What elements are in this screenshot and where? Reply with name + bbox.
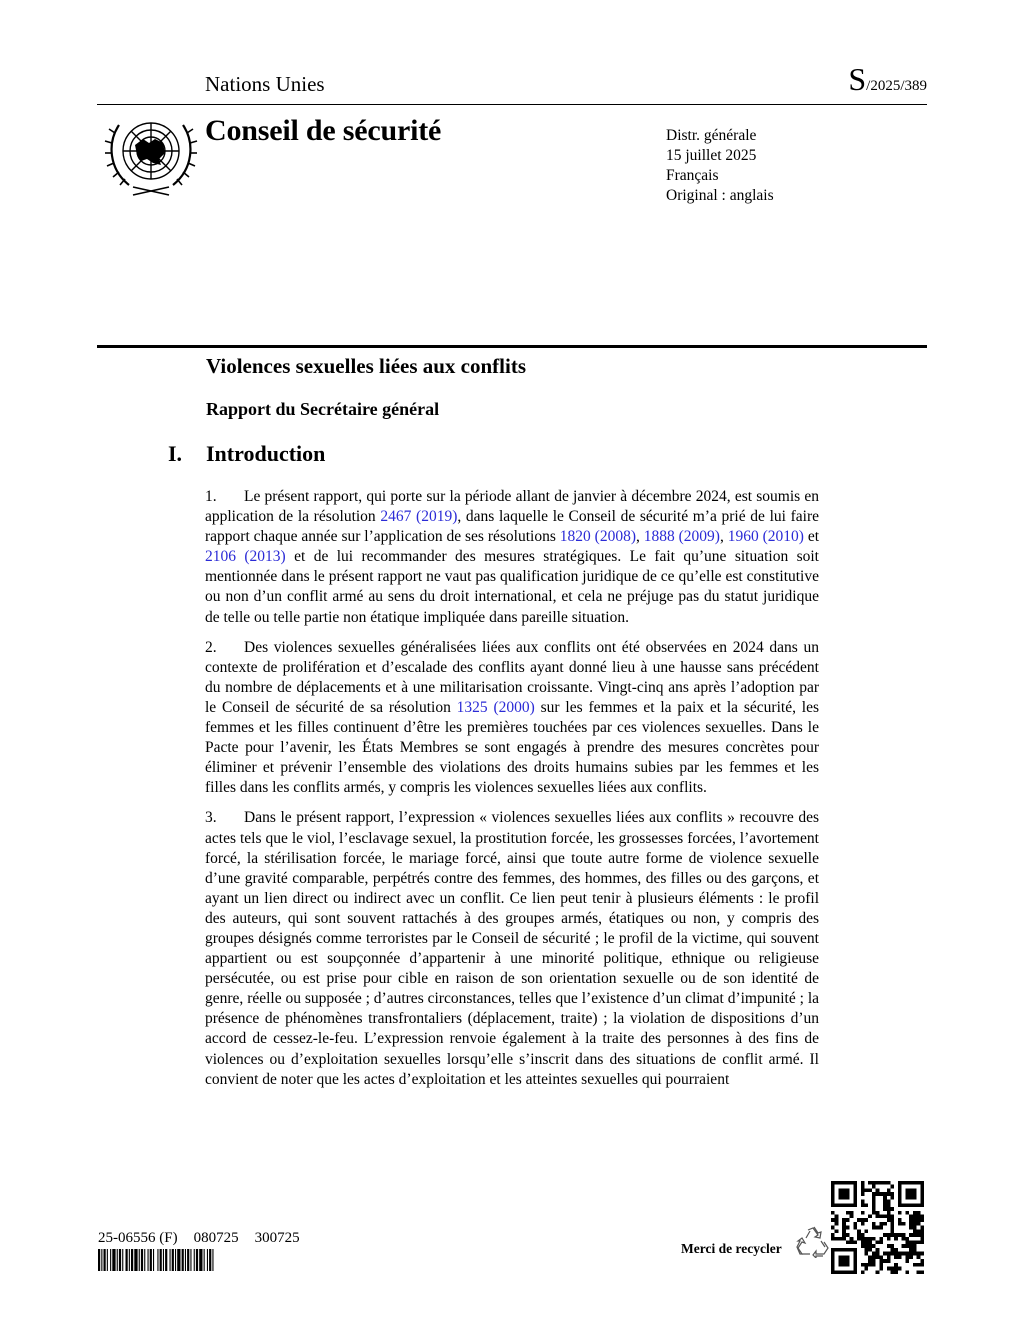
- paragraph-3: [205, 808, 819, 1089]
- resolution-link[interactable]: 1960 (2010): [727, 528, 804, 546]
- paragraph-text: ,: [635, 528, 644, 546]
- paragraph-2: [205, 638, 819, 799]
- recycle-label: Merci de recycler: [681, 1241, 782, 1256]
- title-rule: [97, 345, 927, 348]
- paragraph-text: sur les femmes et la paix et la sécurité, les femmes et les filles continuent d’être les premières touchées par ces violences sexuelles. Dans le Pacte pour l’avenir, les États Membres se sont engagés à prendre des mesures concrètes pour éliminer et prévenir l’ensemble des violations des droits humains subies par les femmes et les filles dans les conflits armés, y compris les violences sexuelles liées aux conflits.: [205, 698, 819, 797]
- paragraph-text: Dans le présent rapport, l’expression « violences sexuelles liées aux conflits » recouvre des actes tels que le viol, l’esclavage sexuel, la prostitution forcée, les grossesses forcées, l’avortement forcé, la stérilisation forcée, le mariage forcé, ainsi que toute autre forme de violence sexuelle d’une gravité comparable, perpétrés contre des femmes, des hommes, des filles ou des garçons, et ayant un lien direct ou indirect avec un conflit. Ce lien peut tenir à plusieurs éléments : le profil des auteurs, qui sont souvent rattachés à des groupes armés, étatiques ou non, y compris des groupes désignés comme terroristes par le Conseil de sécurité ; le profil de la victime, qui souvent appartient ou est soupçonnée d’appartenir à une minorité politique, ethnique ou religieuse persécutée, ou est prise pour cible en raison de son orientation sexuelle ou de son identité de genre, réelle ou supposée ; d’autres circonstances, telles que l’existence d’un climat d’impunité ; la présence de phénomènes transfrontaliers (déplacement, traite) ; la violation de dispositions d’un accord de cessez-le-feu. L’expression renvoie également à la traite des personnes à des fins de violences ou d’exploitation sexuelles lorsqu’elle s’inscrit dans des situations de conflit armé. Il convient de noter que les actes d’exploitation et les atteintes sexuelles qui pourraient: [205, 809, 819, 1088]
- document-subtitle: Rapport du Secrétaire général: [206, 399, 440, 419]
- symbol-suffix: /2025/389: [866, 78, 927, 94]
- paragraph-number: 1.: [205, 488, 217, 505]
- organization-name: Nations Unies: [205, 72, 325, 96]
- paragraph-text: et: [803, 528, 820, 546]
- document-symbol: [848, 61, 927, 101]
- symbol-prefix: S: [848, 61, 867, 97]
- paragraph-text: et de lui recommander des mesures stratégiques. Le fait qu’une situation soit mentionnée dans le présent rapport ne vaut pas qualification juridique de ce qu’elle est constitutive ou non d’un conflit armé au sens du droit international, et cela ne préjuge pas du statut juridique de telle ou telle partie non étatique impliquée dans pareille situation.: [205, 548, 819, 626]
- job-number: 25-06556 (F): [98, 1230, 178, 1246]
- section-heading: [168, 440, 325, 468]
- document-title: Violences sexuelles liées aux conflits: [206, 354, 527, 378]
- job-info: [98, 1229, 316, 1247]
- resolution-link[interactable]: 2467 (2019): [380, 508, 458, 526]
- document-body: [205, 487, 819, 1100]
- paragraph-number: 2.: [205, 638, 217, 656]
- resolution-link[interactable]: 1888 (2009): [643, 528, 720, 546]
- job-date-1: 080725: [193, 1230, 239, 1246]
- document-language: Français: [666, 167, 719, 184]
- resolution-link[interactable]: 1325 (2000): [456, 698, 535, 716]
- original-language: Original : anglais: [666, 187, 774, 204]
- council-name: Conseil de sécurité: [205, 114, 442, 147]
- resolution-link[interactable]: 2106 (2013): [205, 548, 286, 566]
- paragraph-text: Le présent rapport, qui porte sur la période allant de janvier à décembre 2024, est soumis en application de la résolution: [205, 488, 819, 526]
- paragraph-text: , dans laquelle le Conseil de sécurité m’a prié de lui faire rapport chaque année sur l’application de ses résolutions: [205, 508, 820, 546]
- resolution-link[interactable]: 1820 (2008): [559, 528, 636, 546]
- paragraph-text: ,: [719, 528, 728, 546]
- section-number: I.: [168, 441, 183, 466]
- recycle-icon: [796, 1226, 830, 1258]
- barcode-icon: [98, 1249, 269, 1271]
- header-rule: [97, 104, 927, 105]
- paragraph-number: 3.: [205, 809, 217, 827]
- job-date-2: 300725: [254, 1230, 300, 1246]
- distribution-block: [666, 126, 774, 206]
- document-date: 15 juillet 2025: [666, 147, 757, 164]
- un-emblem-icon: [103, 113, 199, 197]
- qr-code-icon: [831, 1181, 924, 1274]
- distribution-type: Distr. générale: [666, 127, 757, 144]
- section-title: Introduction: [206, 441, 326, 466]
- paragraph-text: Des violences sexuelles généralisées liées aux conflits ont été observées en 2024 dans un contexte de prolifération et d’escalade des conflits ayant donné lieu à une hausse sans précédent du nombre de déplacements et à une militarisation croissante. Vingt-cinq ans après l’adoption par le Conseil de sécurité de sa résolution: [205, 638, 819, 716]
- paragraph-1: [205, 487, 819, 628]
